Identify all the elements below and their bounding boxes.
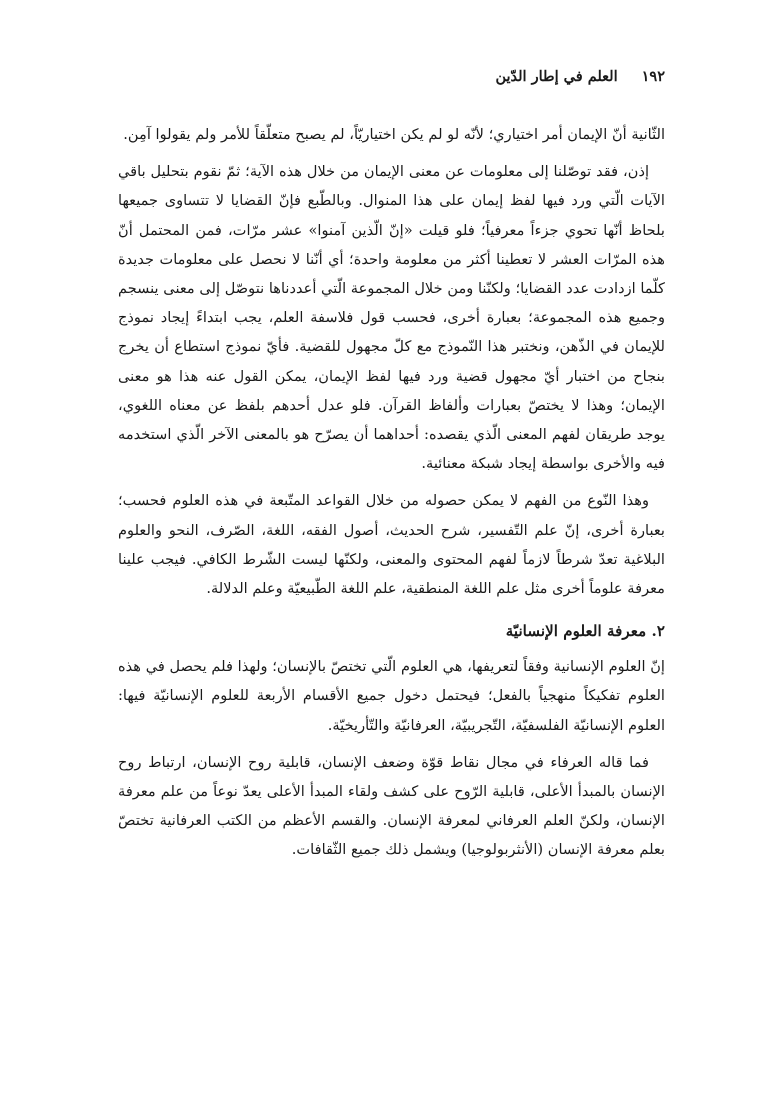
paragraph: إذن، فقد توصّلنا إلى معلومات عن معنى الإيمان من خلال هذه الآية؛ ثمّ نقوم بتحليل باقي الآيات الّتي ورد فيها لفظ إيمان على هذا المنوال. وبالطّبع فإنّ القضايا لا تتساوى جميعها بلحاظ أنّها تحوي جزءاً معرفياً؛ فلو قيلت «إنّ الّذين آمنوا» عشر مرّات، فمن المحتمل أنّ هذه المرّات العشر لا تعطينا أكثر من معلومة واحدة؛ أي أنّنا لا نحصل على معلومات جديدة كلّما ازدادت عدد القضايا؛ ولكنّنا ومن خلال المجموعة الّتي أعددناها نتوصّل إلى معنى ينسجم وجميع هذه المجموعة؛ بعبارة أخرى، فحسب قول فلاسفة العلم، يجب ابتداءً إيجاد نموذج للإيمان في الذّهن، ونختبر هذا النّموذج مع كلّ مجهول للقضية. فأيّ نموذج استطاع أن يخرج بنجاح من اختبار أيّ مجهول قضية ورد فيها لفظ الإيمان، يمكن القول عنه هذا هو معنى الإيمان؛ وهذا لا يختصّ بعبارات وألفاظ القرآن. فلو عدل أحدهم بلفظ عن معناه اللغوي، يوجد طريقان لفهم المعنى الّذي يقصده: أحداهما أن يصرّح هو بالمعنى الآخر الّذي استخدمه فيه والأخرى بواسطة إيجاد شبكة معنائية. bbox=[118, 163, 665, 473]
paragraph-continuation: الثّانية أنّ الإيمان أمر اختياري؛ لأنّه لو لم يكن اختياريّاً، لم يصبح متعلّقاً للأمر ولم يقولوا آمِن. bbox=[123, 126, 665, 143]
paragraph: إنّ العلوم الإنسانية وفقاً لتعريفها، هي العلوم الّتي تختصّ بالإنسان؛ ولهذا فلم يحصل في هذه العلوم تفكيكاً منهجياً بالفعل؛ فيحتمل دخول جميع الأقسام الأربعة للعلوم الإنسانيّة فيها: العلوم الإنسانيّة الفلسفيّة، التّجريبيّة، العرفانيّة والتّأريخيّة. bbox=[118, 658, 665, 734]
paragraph: فما قاله العرفاء في مجال نقاط قوّة وضعف الإنسان، قابلية روح الإنسان، ارتباط روح الإنسان بالمبدأ الأعلى، قابلية الرّوح على كشف ولقاء المبدأ الأعلى يعدّ نوعاً من علم معرفة الإنسان، ولكنّ العلم العرفاني لمعرفة الإنسان. والقسم الأعظم من الكتب العرفانية تختصّ بعلم معرفة الإنسان (الأنثربولوجيا) ويشمل ذلك جميع الثّقافات. bbox=[118, 753, 665, 859]
section-heading: ٢. معرفة العلوم الإنسانيّة bbox=[505, 622, 665, 641]
book-title: العلم في إطار الدّين bbox=[495, 67, 618, 85]
running-header bbox=[118, 64, 665, 88]
page-number: ١٩٢ bbox=[641, 67, 665, 85]
paragraph: وهذا النّوع من الفهم لا يمكن حصوله من خلال القواعد المتّبعة في هذه العلوم فحسب؛ بعبارة أخرى، إنّ علم التّفسير، شرح الحديث، أصول الفقه، اللغة، الصّرف، النحو والعلوم البلاغية تعدّ شرطاً لازماً لفهم المحتوى والمعنى، ولكنّها ليست الشّرط الكافي. فيجب علينا معرفة علوماً أخرى مثل علم اللغة المنطقية، علم اللغة الطّبيعيّة وعلم الدلالة. bbox=[118, 492, 665, 598]
page-body bbox=[118, 120, 665, 873]
